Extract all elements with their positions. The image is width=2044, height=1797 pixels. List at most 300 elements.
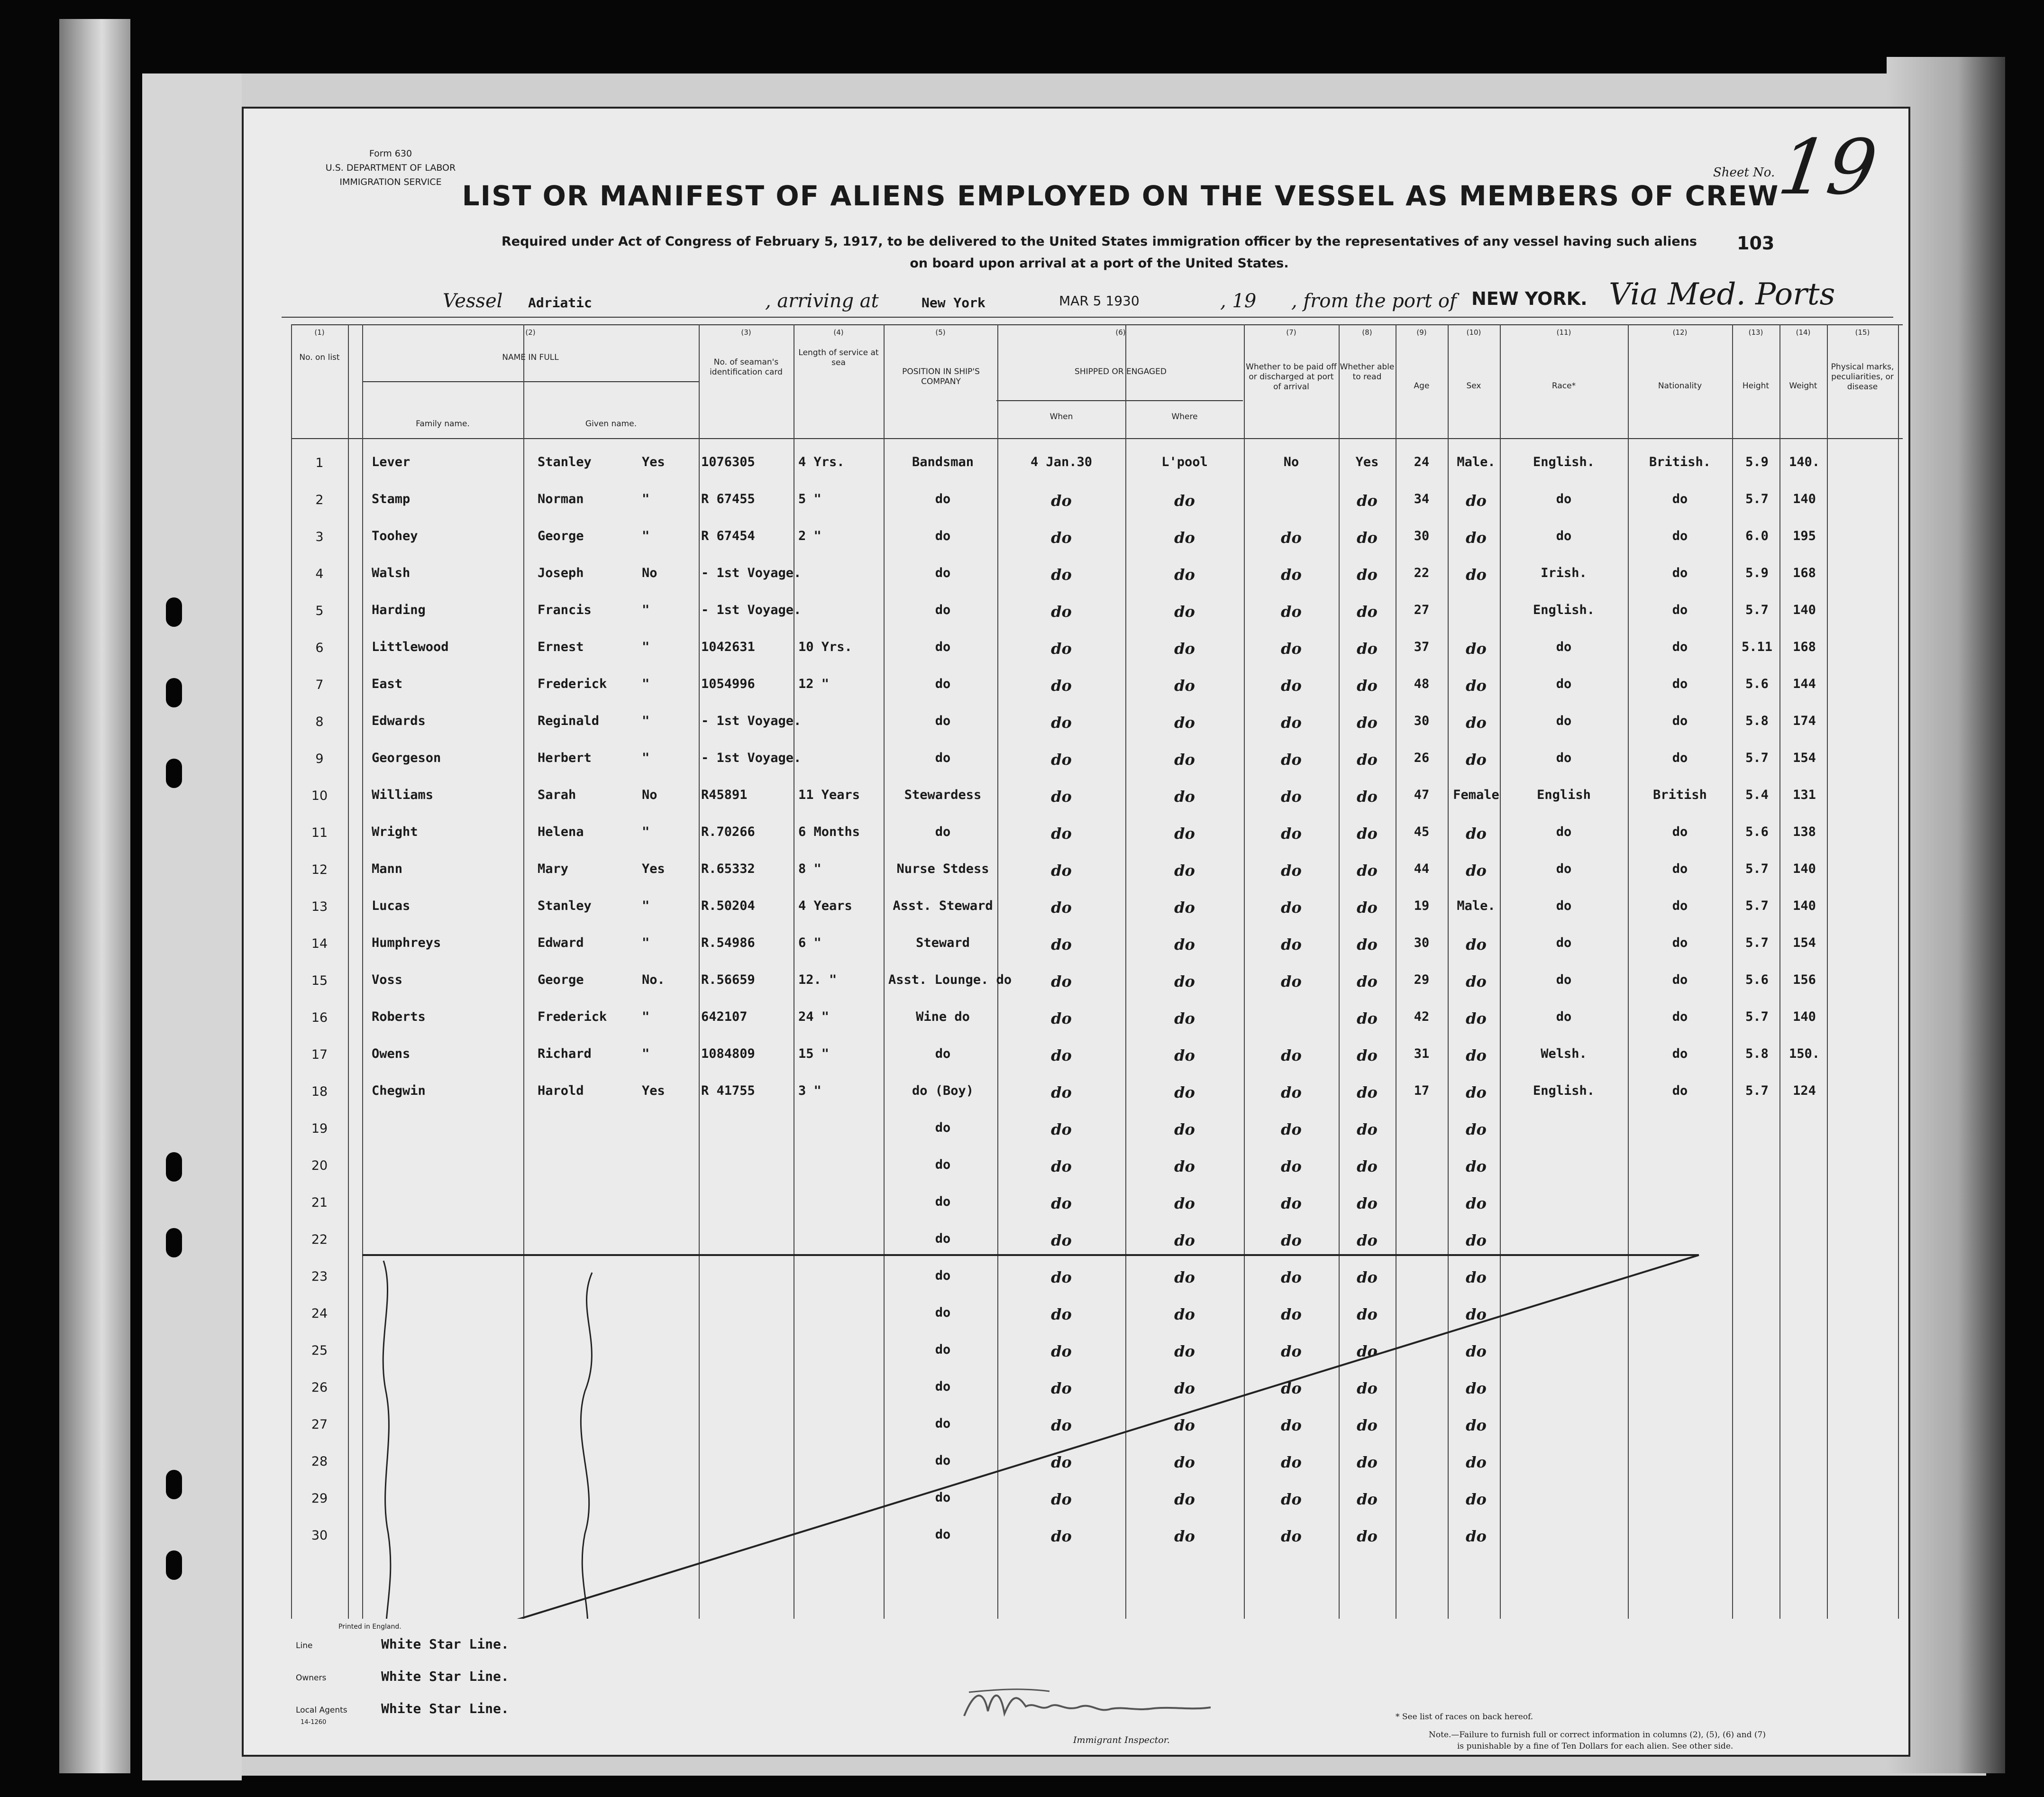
- weight-cell: 154: [1793, 935, 1816, 950]
- position-cell: do: [935, 603, 951, 617]
- height-cell: 6.0: [1745, 529, 1769, 543]
- family-name-cell: Walsh: [372, 566, 411, 580]
- position-cell: Bandsman: [912, 455, 974, 469]
- position-ditto: do: [935, 1194, 951, 1209]
- column-number: (9): [1416, 328, 1427, 337]
- service-cell: 4 Yrs.: [798, 455, 845, 469]
- from-port-stamp: NEW YORK.: [1471, 288, 1588, 309]
- cancel-diagonal: [374, 1255, 1699, 1619]
- header-name-in-full: NAME IN FULL: [502, 353, 559, 362]
- race-cell: Irish.: [1541, 566, 1587, 580]
- able-to-read-ditto: do: [1357, 1194, 1378, 1212]
- able-to-read-cell: do: [1357, 862, 1378, 880]
- nationality-cell: do: [1672, 972, 1688, 987]
- nationality-cell: do: [1672, 898, 1688, 913]
- engaged-when-cell: do: [1051, 751, 1072, 769]
- race-cell: do: [1556, 751, 1572, 765]
- paid-off-ditto: do: [1281, 1342, 1302, 1360]
- sex-ditto: do: [1466, 1194, 1487, 1212]
- owners-label: Owners: [296, 1673, 327, 1683]
- engaged-when-cell: do: [1051, 898, 1072, 917]
- engaged-when-ditto: do: [1051, 1342, 1072, 1360]
- weight-cell: 168: [1793, 640, 1816, 654]
- inspector-label: Immigrant Inspector.: [1073, 1735, 1170, 1745]
- column-number: (7): [1286, 328, 1296, 337]
- row-number: 11: [311, 825, 328, 840]
- id-card-cell: - 1st Voyage.: [701, 751, 802, 765]
- manifest-page: [242, 107, 1910, 1757]
- paid-off-cell: do: [1281, 825, 1302, 843]
- position-ditto: do: [935, 1527, 951, 1542]
- position-ditto: do: [935, 1416, 951, 1431]
- punch-hole: [166, 759, 182, 788]
- sex-ditto: do: [1466, 1453, 1487, 1471]
- listed-flag-cell: ": [642, 935, 650, 950]
- cancel-wavy-line: [383, 1261, 391, 1619]
- header-given-name: Given name.: [585, 419, 637, 429]
- header-able-to-read: Whether able to read: [1340, 362, 1395, 382]
- engaged-when-ditto: do: [1051, 1231, 1072, 1249]
- column-number: (13): [1748, 328, 1763, 337]
- row-number: 16: [311, 1010, 328, 1025]
- engaged-where-ditto: do: [1174, 1379, 1195, 1397]
- listed-flag-cell: ": [642, 1046, 650, 1061]
- able-to-read-ditto: do: [1357, 1342, 1378, 1360]
- service-cell: 10 Yrs.: [798, 640, 852, 654]
- listed-flag-cell: Yes: [642, 455, 665, 469]
- sex-cell: do: [1466, 529, 1487, 547]
- weight-cell: 154: [1793, 751, 1816, 765]
- able-to-read-cell: do: [1357, 1083, 1378, 1101]
- nationality-cell: do: [1672, 825, 1688, 839]
- given-name-cell: Mary: [538, 862, 569, 876]
- service-cell: 6 Months: [798, 825, 860, 839]
- age-cell: 37: [1414, 640, 1430, 654]
- service-cell: 2 ": [798, 529, 821, 543]
- position-cell: do: [935, 714, 951, 728]
- sex-cell: Male.: [1457, 898, 1496, 913]
- sex-ditto: do: [1466, 1527, 1487, 1545]
- id-card-cell: 642107: [701, 1009, 748, 1024]
- paid-off-cell: do: [1281, 862, 1302, 880]
- family-name-cell: Owens: [372, 1046, 411, 1061]
- position-cell: Asst. Steward: [893, 898, 993, 913]
- able-to-read-ditto: do: [1357, 1490, 1378, 1508]
- row-number: 22: [311, 1232, 328, 1247]
- vessel-label: Vessel: [443, 290, 503, 312]
- engaged-when-cell: do: [1051, 862, 1072, 880]
- header-shipped: SHIPPED OR ENGAGED: [1075, 367, 1167, 376]
- engaged-when-ditto: do: [1051, 1490, 1072, 1508]
- crew-table: [244, 324, 1912, 1619]
- race-cell: Welsh.: [1541, 1046, 1587, 1061]
- age-cell: 48: [1414, 677, 1430, 691]
- header-physical-marks: Physical marks, peculiarities, or disease: [1831, 362, 1894, 392]
- engaged-where-ditto: do: [1174, 1120, 1195, 1138]
- id-card-cell: - 1st Voyage.: [701, 603, 802, 617]
- family-name-cell: Williams: [372, 788, 434, 802]
- age-cell: 30: [1414, 935, 1430, 950]
- sex-ditto: do: [1466, 1490, 1487, 1508]
- id-card-cell: - 1st Voyage.: [701, 566, 802, 580]
- engaged-where-ditto: do: [1174, 1527, 1195, 1545]
- service-cell: 5 ": [798, 492, 821, 506]
- left-margin-strip: [142, 73, 242, 1780]
- nationality-cell: do: [1672, 566, 1688, 580]
- row-number: 4: [315, 567, 324, 581]
- family-name-cell: East: [372, 677, 403, 691]
- subtitle-line-1: Required under Act of Congress of February 5, 1917, to be delivered to the United States immigration officer by the representatives of any vessel having such aliens: [501, 234, 1697, 249]
- paid-off-ditto: do: [1281, 1120, 1302, 1138]
- paid-off-cell: do: [1281, 898, 1302, 917]
- id-card-cell: 1054996: [701, 677, 755, 691]
- age-cell: 31: [1414, 1046, 1430, 1061]
- position-ditto: do: [935, 1342, 951, 1357]
- position-cell: do (Boy): [912, 1083, 974, 1098]
- given-name-cell: Norman: [538, 492, 584, 506]
- penalty-note-2: is punishable by a fine of Ten Dollars for each alien. See other side.: [1457, 1742, 1734, 1751]
- column-number: (15): [1855, 328, 1870, 337]
- id-card-cell: R.56659: [701, 972, 755, 987]
- family-name-cell: Toohey: [372, 529, 418, 543]
- row-number: 1: [315, 456, 324, 470]
- listed-flag-cell: No: [642, 566, 657, 580]
- sex-cell: do: [1466, 640, 1487, 658]
- height-cell: 5.7: [1745, 1009, 1769, 1024]
- weight-cell: 195: [1793, 529, 1816, 543]
- header-no-on-list: No. on list: [299, 353, 340, 362]
- able-to-read-cell: Yes: [1355, 455, 1379, 469]
- able-to-read-ditto: do: [1357, 1231, 1378, 1249]
- sex-cell: do: [1466, 1009, 1487, 1027]
- engaged-where-cell: L'pool: [1161, 455, 1208, 469]
- able-to-read-cell: do: [1357, 677, 1378, 695]
- sex-cell: do: [1466, 714, 1487, 732]
- column-number: (3): [741, 328, 751, 337]
- sex-cell: do: [1466, 677, 1487, 695]
- given-name-cell: Frederick: [538, 1009, 607, 1024]
- weight-cell: 140: [1793, 603, 1816, 617]
- nationality-cell: do: [1672, 1009, 1688, 1024]
- able-to-read-cell: do: [1357, 825, 1378, 843]
- paid-off-cell: do: [1281, 1046, 1302, 1064]
- able-to-read-cell: do: [1357, 603, 1378, 621]
- able-to-read-cell: do: [1357, 640, 1378, 658]
- inspector-signature: [955, 1673, 1220, 1735]
- engaged-when-cell: do: [1051, 1046, 1072, 1064]
- listed-flag-cell: ": [642, 603, 650, 617]
- nationality-cell: do: [1672, 714, 1688, 728]
- nationality-cell: British.: [1649, 455, 1711, 469]
- printed-note: Printed in England.: [338, 1623, 402, 1631]
- race-note: * See list of races on back hereof.: [1396, 1712, 1533, 1722]
- row-number: 18: [311, 1084, 328, 1099]
- family-name-cell: Mann: [372, 862, 403, 876]
- row-number: 29: [311, 1491, 328, 1506]
- date-stamp: MAR 5 1930: [1059, 293, 1140, 309]
- weight-cell: 140: [1793, 492, 1816, 506]
- listed-flag-cell: Yes: [642, 1083, 665, 1098]
- listed-flag-cell: Yes: [642, 862, 665, 876]
- family-name-cell: Edwards: [372, 714, 426, 728]
- sex-cell: do: [1466, 972, 1487, 990]
- paid-off-ditto: do: [1281, 1379, 1302, 1397]
- family-name-cell: Harding: [372, 603, 426, 617]
- race-cell: do: [1556, 935, 1572, 950]
- listed-flag-cell: No.: [642, 972, 665, 987]
- paid-off-cell: No: [1283, 455, 1299, 469]
- paid-off-ditto: do: [1281, 1231, 1302, 1249]
- paid-off-ditto: do: [1281, 1453, 1302, 1471]
- sheet-label: Sheet No.: [1713, 165, 1775, 180]
- listed-flag-cell: ": [642, 714, 650, 728]
- listed-flag-cell: ": [642, 529, 650, 543]
- header-sex: Sex: [1466, 381, 1481, 391]
- age-cell: 47: [1414, 788, 1430, 802]
- engaged-when-cell: do: [1051, 1083, 1072, 1101]
- given-name-cell: Sarah: [538, 788, 576, 802]
- given-name-cell: Richard: [538, 1046, 592, 1061]
- row-number: 26: [311, 1380, 328, 1395]
- able-to-read-cell: do: [1357, 751, 1378, 769]
- engaged-where-ditto: do: [1174, 1305, 1195, 1323]
- row-number: 5: [315, 604, 324, 618]
- page-subtitle: [400, 231, 1798, 275]
- sheet-number: 19: [1773, 123, 1882, 211]
- paid-off-ditto: do: [1281, 1416, 1302, 1434]
- given-name-cell: Harold: [538, 1083, 584, 1098]
- height-cell: 5.7: [1745, 898, 1769, 913]
- position-ditto: do: [935, 1157, 951, 1172]
- engaged-where-ditto: do: [1174, 1342, 1195, 1360]
- position-cell: Wine do: [916, 1009, 970, 1024]
- id-card-cell: 1076305: [701, 455, 755, 469]
- able-to-read-cell: do: [1357, 714, 1378, 732]
- family-name-cell: Humphreys: [372, 935, 441, 950]
- header-family-name: Family name.: [416, 419, 470, 429]
- vessel-line: [244, 277, 1912, 320]
- position-cell: do: [935, 825, 951, 839]
- service-cell: 8 ": [798, 862, 821, 876]
- column-number: (10): [1466, 328, 1481, 337]
- race-cell: do: [1556, 898, 1572, 913]
- id-card-cell: R.50204: [701, 898, 755, 913]
- engaged-when-ditto: do: [1051, 1416, 1072, 1434]
- height-cell: 5.6: [1745, 677, 1769, 691]
- nationality-cell: do: [1672, 935, 1688, 950]
- engaged-when-cell: do: [1051, 935, 1072, 954]
- engaged-when-ditto: do: [1051, 1194, 1072, 1212]
- id-card-cell: R.54986: [701, 935, 755, 950]
- height-cell: 5.6: [1745, 972, 1769, 987]
- nationality-cell: do: [1672, 1083, 1688, 1098]
- age-cell: 30: [1414, 529, 1430, 543]
- engaged-when-ditto: do: [1051, 1157, 1072, 1175]
- race-cell: do: [1556, 714, 1572, 728]
- punch-hole: [166, 1228, 182, 1257]
- row-number: 12: [311, 862, 328, 877]
- arriving-label: , arriving at: [765, 290, 879, 312]
- column-number: (14): [1796, 328, 1811, 337]
- paid-off-cell: do: [1281, 714, 1302, 732]
- sex-cell: do: [1466, 492, 1487, 510]
- listed-flag-cell: ": [642, 640, 650, 654]
- engaged-when-cell: do: [1051, 640, 1072, 658]
- id-card-cell: 1042631: [701, 640, 755, 654]
- able-to-read-ditto: do: [1357, 1453, 1378, 1471]
- punch-hole: [166, 1152, 182, 1182]
- position-cell: do: [935, 640, 951, 654]
- given-name-cell: Stanley: [538, 455, 592, 469]
- paid-off-cell: do: [1281, 566, 1302, 584]
- reference-number: 103: [1737, 233, 1775, 254]
- age-cell: 30: [1414, 714, 1430, 728]
- weight-cell: 140.: [1788, 455, 1820, 469]
- sex-cell: do: [1466, 1046, 1487, 1064]
- row-number: 8: [315, 715, 324, 729]
- weight-cell: 131: [1793, 788, 1816, 802]
- engaged-where-cell: do: [1174, 862, 1195, 880]
- service-cell: 11 Years: [798, 788, 860, 802]
- age-cell: 22: [1414, 566, 1430, 580]
- nationality-cell: do: [1672, 529, 1688, 543]
- height-cell: 5.7: [1745, 603, 1769, 617]
- paid-off-cell: do: [1281, 751, 1302, 769]
- year-label: , 19: [1220, 290, 1257, 312]
- engaged-when-ditto: do: [1051, 1453, 1072, 1471]
- able-to-read-ditto: do: [1357, 1157, 1378, 1175]
- engaged-when-cell: do: [1051, 529, 1072, 547]
- given-name-cell: Francis: [538, 603, 592, 617]
- age-cell: 24: [1414, 455, 1430, 469]
- weight-cell: 144: [1793, 677, 1816, 691]
- paid-off-cell: do: [1281, 603, 1302, 621]
- nationality-cell: do: [1672, 751, 1688, 765]
- service-name: IMMIGRATION SERVICE: [339, 177, 442, 187]
- given-name-cell: George: [538, 529, 584, 543]
- engaged-where-ditto: do: [1174, 1157, 1195, 1175]
- row-number: 28: [311, 1454, 328, 1469]
- owners-value: White Star Line.: [381, 1669, 509, 1684]
- paid-off-cell: do: [1281, 788, 1302, 806]
- header-age: Age: [1414, 381, 1430, 391]
- subtitle-line-2: on board upon arrival at a port of the United States.: [910, 256, 1289, 271]
- sex-ditto: do: [1466, 1268, 1487, 1286]
- binder-spine: [59, 19, 130, 1773]
- row-number: 27: [311, 1417, 328, 1432]
- header-height: Height: [1742, 381, 1770, 391]
- position-ditto: do: [935, 1231, 951, 1246]
- given-name-cell: Helena: [538, 825, 584, 839]
- position-cell: do: [935, 1046, 951, 1061]
- weight-cell: 140: [1793, 862, 1816, 876]
- engaged-where-ditto: do: [1174, 1416, 1195, 1434]
- penalty-note-1: Note.—Failure to furnish full or correct information in columns (2), (5), (6) and (7): [1429, 1730, 1766, 1740]
- position-cell: do: [935, 751, 951, 765]
- family-name-cell: Roberts: [372, 1009, 426, 1024]
- punch-hole: [166, 678, 182, 707]
- race-cell: do: [1556, 862, 1572, 876]
- id-card-cell: R.65332: [701, 862, 755, 876]
- able-to-read-ditto: do: [1357, 1120, 1378, 1138]
- arriving-port: New York: [922, 295, 986, 311]
- column-number: (8): [1362, 328, 1372, 337]
- header-when: When: [1049, 412, 1073, 422]
- header-service: Length of service at sea: [798, 348, 879, 367]
- engaged-when-cell: do: [1051, 972, 1072, 990]
- line-value: White Star Line.: [381, 1636, 509, 1652]
- cancel-wavy-line: [581, 1273, 592, 1619]
- header-where: Where: [1171, 412, 1198, 422]
- row-number: 9: [315, 752, 324, 766]
- height-cell: 5.9: [1745, 455, 1769, 469]
- header-paid-off: Whether to be paid off or discharged at port of arrival: [1246, 362, 1337, 392]
- engaged-where-ditto: do: [1174, 1268, 1195, 1286]
- from-label: , from the port of: [1291, 290, 1457, 312]
- paid-off-ditto: do: [1281, 1490, 1302, 1508]
- listed-flag-cell: ": [642, 492, 650, 506]
- position-cell: Steward: [916, 935, 970, 950]
- able-to-read-ditto: do: [1357, 1416, 1378, 1434]
- position-cell: Stewardess: [904, 788, 982, 802]
- row-number: 19: [311, 1121, 328, 1136]
- service-cell: 3 ": [798, 1083, 821, 1098]
- engaged-when-cell: do: [1051, 1009, 1072, 1027]
- nationality-cell: do: [1672, 1046, 1688, 1061]
- id-card-cell: R 41755: [701, 1083, 755, 1098]
- family-name-cell: Wright: [372, 825, 418, 839]
- punch-hole: [166, 597, 182, 627]
- sex-ditto: do: [1466, 1342, 1487, 1360]
- engaged-where-cell: do: [1174, 972, 1195, 990]
- column-number: (11): [1556, 328, 1571, 337]
- row-number: 25: [311, 1343, 328, 1358]
- paid-off-ditto: do: [1281, 1305, 1302, 1323]
- header-id-card: No. of seaman's identification card: [710, 358, 783, 377]
- position-ditto: do: [935, 1379, 951, 1394]
- weight-cell: 156: [1793, 972, 1816, 987]
- height-cell: 5.7: [1745, 935, 1769, 950]
- cancellation-strike: [244, 324, 1912, 1619]
- row-number: 10: [311, 788, 328, 803]
- able-to-read-ditto: do: [1357, 1305, 1378, 1323]
- listed-flag-cell: ": [642, 751, 650, 765]
- able-to-read-cell: do: [1357, 898, 1378, 917]
- sex-ditto: do: [1466, 1231, 1487, 1249]
- engaged-where-cell: do: [1174, 1046, 1195, 1064]
- able-to-read-cell: do: [1357, 529, 1378, 547]
- able-to-read-cell: do: [1357, 788, 1378, 806]
- engaged-where-cell: do: [1174, 935, 1195, 954]
- able-to-read-ditto: do: [1357, 1527, 1378, 1545]
- column-number: (2): [525, 328, 536, 337]
- id-card-cell: R 67455: [701, 492, 755, 506]
- race-cell: English: [1537, 788, 1591, 802]
- engaged-when-cell: do: [1051, 825, 1072, 843]
- paid-off-cell: do: [1281, 677, 1302, 695]
- family-name-cell: Chegwin: [372, 1083, 426, 1098]
- height-cell: 5.8: [1745, 714, 1769, 728]
- sex-ditto: do: [1466, 1416, 1487, 1434]
- sex-ditto: do: [1466, 1120, 1487, 1138]
- engaged-where-cell: do: [1174, 825, 1195, 843]
- engaged-when-cell: do: [1051, 788, 1072, 806]
- weight-cell: 168: [1793, 566, 1816, 580]
- id-card-cell: R 67454: [701, 529, 755, 543]
- header-race: Race*: [1551, 381, 1576, 391]
- race-cell: do: [1556, 529, 1572, 543]
- given-name-cell: George: [538, 972, 584, 987]
